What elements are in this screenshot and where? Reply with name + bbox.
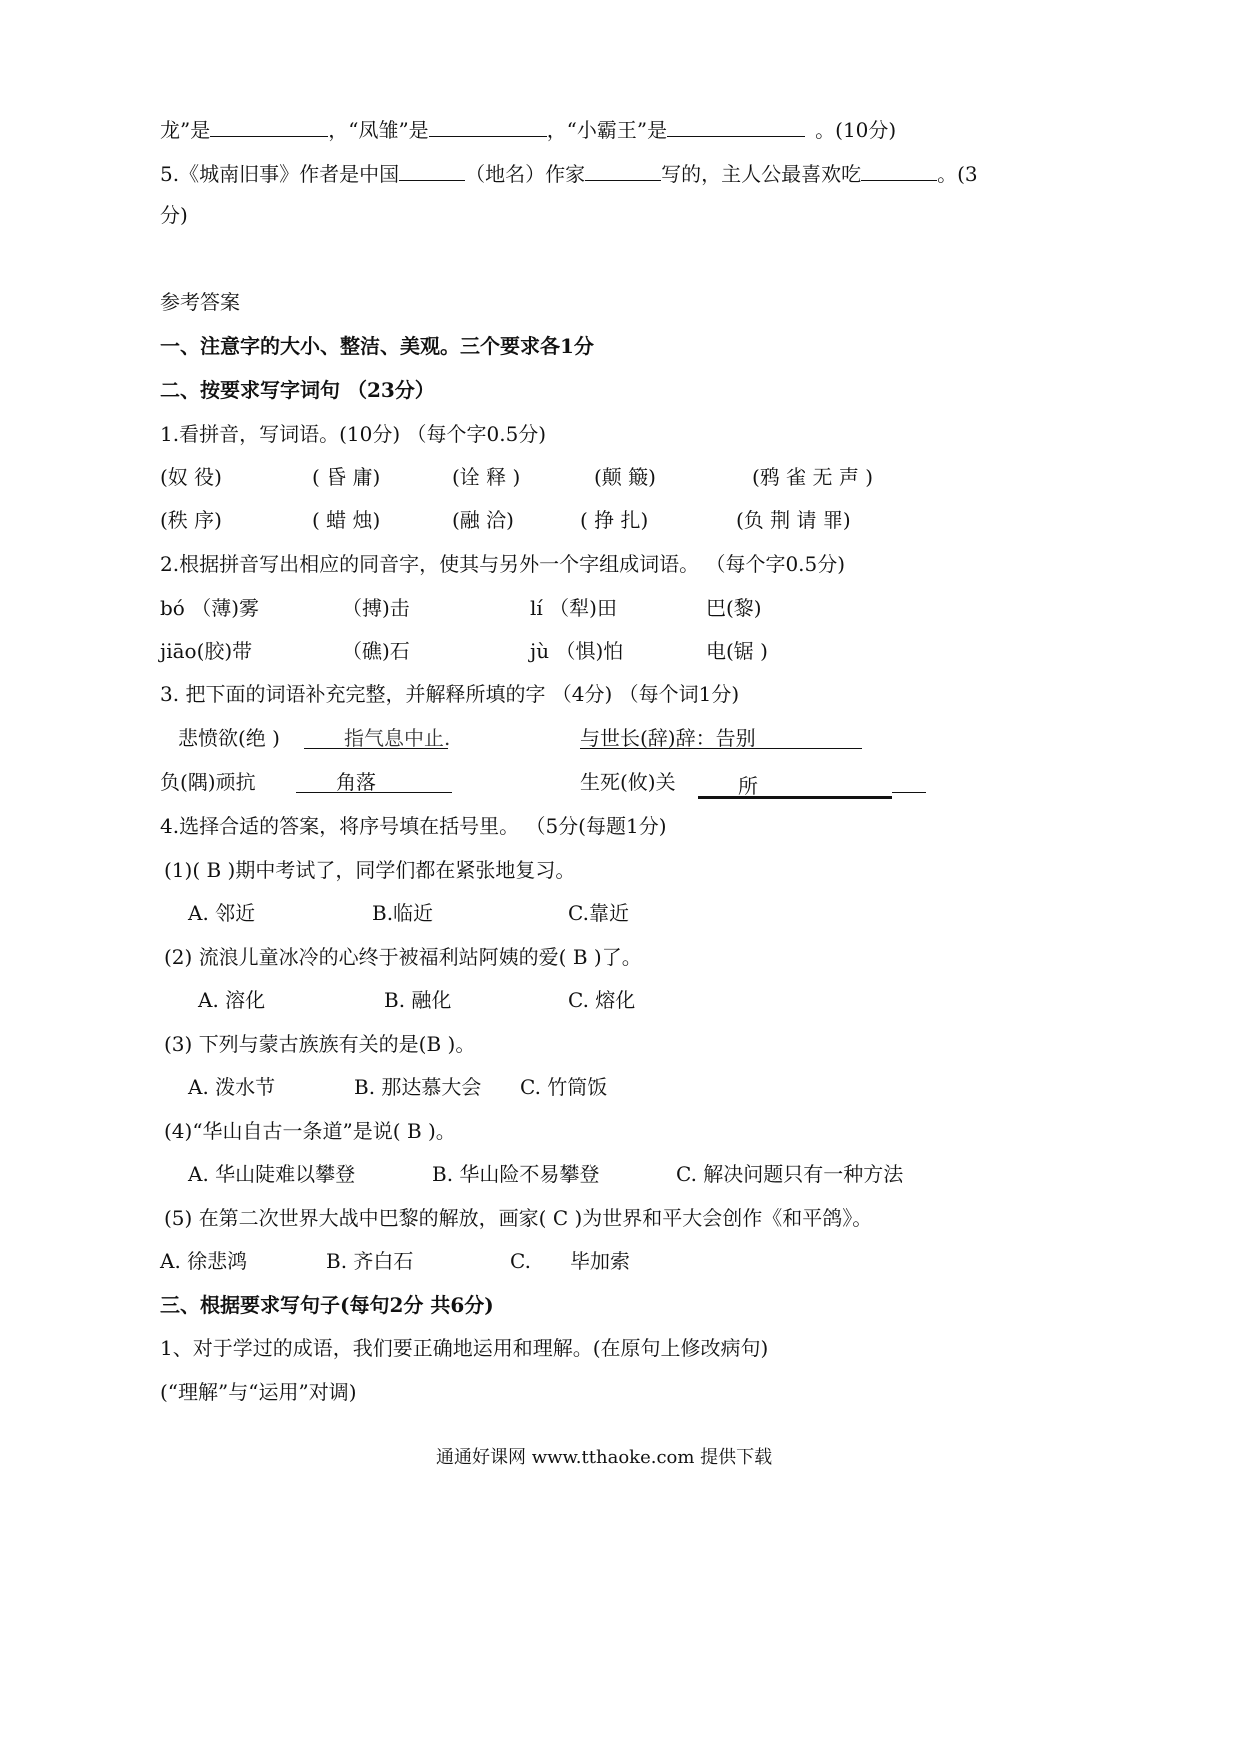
s3-q1: 1、对于学过的成语，我们要正确地运用和理解。(在原句上修改病句) — [160, 1336, 769, 1360]
mc-4-opt-a: A. 华山陡难以攀登 — [188, 1162, 356, 1186]
q4-text-1: 龙”是 — [160, 118, 211, 142]
answers-title: 参考答案 — [160, 290, 240, 314]
s2-q4: 4.选择合适的答案，将序号填在括号里。 （5分(每题1分) — [160, 814, 667, 838]
s2q3-r2-exp-b — [698, 768, 926, 800]
s2q3-r1-word-b-text: 与世长(辞)辞：告别 — [580, 724, 862, 749]
s2q2-r2-c1: jiāo(胶)带 — [160, 639, 253, 663]
blank-3 — [667, 114, 805, 137]
s2q1-r1-c5: (鸦 雀 无 声 ) — [752, 465, 874, 489]
mc-1-opt-c: C.靠近 — [568, 901, 629, 925]
s2q3-r1-exp-text: 指气息中止. — [304, 724, 448, 749]
q5-text-4: 。(3 — [937, 162, 978, 186]
s2-q3: 3. 把下面的词语补充完整，并解释所填的字 （4分) （每个词1分) — [160, 682, 740, 706]
q4-tail-line — [160, 114, 896, 144]
mc-3-opt-c: C. 竹筒饭 — [520, 1075, 608, 1099]
mc-2-opt-c: C. 熔化 — [568, 988, 636, 1012]
blank-1 — [210, 114, 328, 137]
s2q2-r1-c2: （搏)击 — [342, 596, 410, 620]
blank-2 — [429, 114, 547, 137]
mc-3-opt-b: B. 那达慕大会 — [354, 1075, 482, 1099]
q5-text-1: 5.《城南旧事》作者是中国 — [160, 162, 400, 186]
mc-4-opt-b: B. 华山险不易攀登 — [432, 1162, 600, 1186]
s2q1-r1-c1: (奴 役) — [160, 465, 222, 489]
mc-5-opt-a: A. 徐悲鸿 — [160, 1249, 248, 1273]
q4-text-4: 。(10分) — [815, 118, 897, 142]
mc-2-opt-a: A. 溶化 — [198, 988, 266, 1012]
s2q3-r1-word: 悲愤欲(绝 ) — [178, 726, 280, 750]
mc-5-opt-b: B. 齐白石 — [326, 1249, 414, 1273]
section-1-heading: 一、注意字的大小、整洁、美观。三个要求各1分 — [160, 334, 594, 358]
q4-text-2: ，“凤雏”是 — [328, 118, 429, 142]
q5-text-3: 写的，主人公最喜欢吃 — [661, 162, 862, 186]
s2q1-r2-c4: ( 挣 扎) — [580, 508, 649, 532]
mc-2-question: (2) 流浪儿童冰冷的心终于被福利站阿姨的爱( B )了。 — [164, 945, 642, 969]
s2q2-r2-c4: 电(锯 ) — [706, 639, 768, 663]
q4-text-3: ，“小霸王”是 — [546, 118, 668, 142]
s2q2-r2-c2: （礁)石 — [342, 639, 410, 663]
s2q3-r2-word-b: 生死(攸)关 — [580, 770, 676, 794]
s2q1-r1-c4: (颠 簸) — [594, 465, 656, 489]
s2q1-r2-c5: (负 荆 请 罪) — [736, 508, 851, 532]
mc-1-opt-a: A. 邻近 — [188, 901, 256, 925]
s2q1-r2-c1: (秩 序) — [160, 508, 222, 532]
q5-text-2: （地名）作家 — [465, 162, 586, 186]
mc-5-opt-c-letter: C. — [510, 1249, 531, 1273]
s2q1-r1-c3: (诠 释 ) — [452, 465, 521, 489]
s2q3-r2-exp-b-text: 所 — [698, 772, 892, 799]
s2q1-r2-c3: (融 洽) — [452, 508, 514, 532]
s2q3-r1-word-b — [580, 724, 862, 752]
s2-q1: 1.看拼音，写词语。(10分) （每个字0.5分) — [160, 422, 547, 446]
s2q1-r2-c2: ( 蜡 烛) — [312, 508, 381, 532]
blank-6 — [861, 158, 937, 181]
section-3-heading: 三、根据要求写句子(每句2分 共6分) — [160, 1293, 494, 1317]
mc-3-question: (3) 下列与蒙古族族有关的是(B )。 — [164, 1032, 476, 1056]
s2q2-r1-c3: lí （犁)田 — [530, 596, 617, 620]
s2q3-r2-word: 负(隅)顽抗 — [160, 770, 256, 794]
section-2-heading: 二、按要求写字词句 （23分） — [160, 378, 435, 402]
mc-5-question: (5) 在第二次世界大战中巴黎的解放，画家( C )为世界和平大会创作《和平鸽》。 — [164, 1206, 873, 1230]
s2q2-r1-c4: 巴(黎) — [706, 596, 762, 620]
s2q3-r2-exp-text: 角落 — [296, 768, 452, 793]
mc-4-question: (4)“华山自古一条道”是说( B )。 — [164, 1119, 456, 1143]
s2q3-r2-explanation — [296, 768, 452, 796]
blank-4 — [399, 158, 465, 181]
mc-4-opt-c: C. 解决问题只有一种方法 — [676, 1162, 904, 1186]
footer-text: 通通好课网 www.tthaoke.com 提供下载 — [436, 1447, 773, 1468]
mc-1-question: (1)( B )期中考试了，同学们都在紧张地复习。 — [164, 858, 576, 882]
mc-3-opt-a: A. 泼水节 — [188, 1075, 276, 1099]
mc-2-opt-b: B. 融化 — [384, 988, 452, 1012]
q5-line — [160, 158, 978, 188]
s2q2-r2-c3: jù （惧)怕 — [530, 639, 624, 663]
s2q2-r1-c1: bó （薄)雾 — [160, 596, 260, 620]
s2q1-r1-c2: ( 昏 庸) — [312, 465, 381, 489]
s2q3-r1-explanation — [304, 724, 451, 752]
mc-5-opt-c-text: 毕加索 — [570, 1249, 630, 1273]
mc-1-opt-b: B.临近 — [372, 901, 434, 925]
s2-q2: 2.根据拼音写出相应的同音字，使其与另外一个字组成词语。 （每个字0.5分) — [160, 552, 846, 576]
blank-5 — [585, 158, 661, 181]
q5-continuation: 分) — [160, 203, 188, 227]
s3-q1-answer: (“理解”与“运用”对调) — [160, 1380, 357, 1404]
